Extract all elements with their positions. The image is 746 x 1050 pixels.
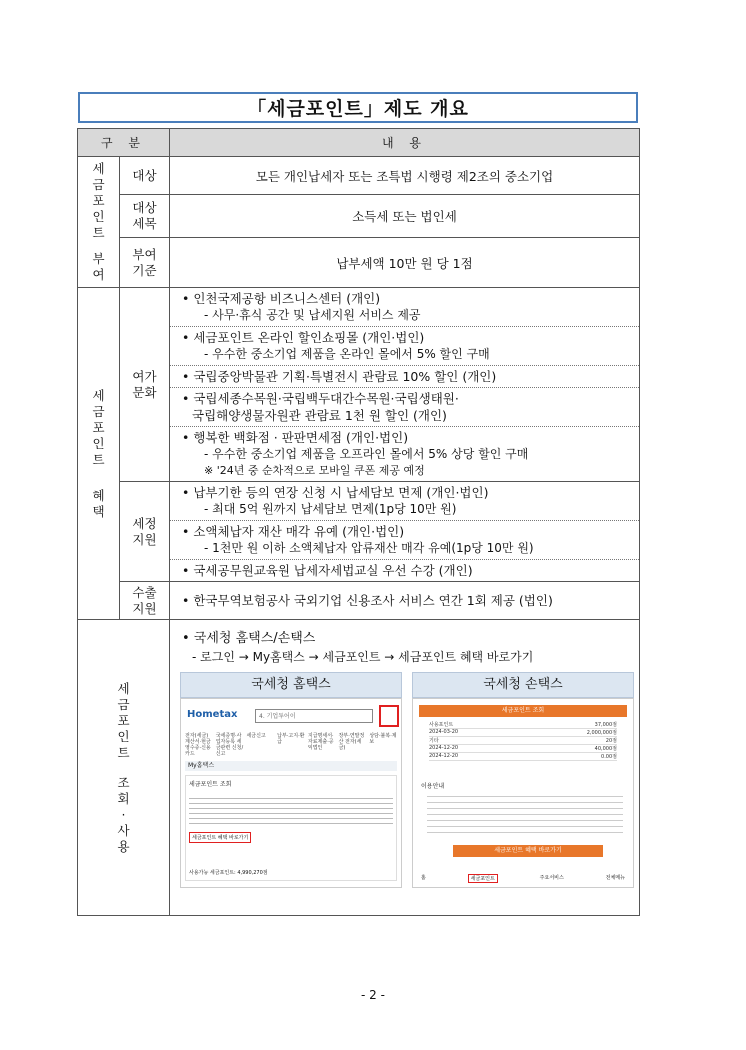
sontax-screenshot <box>412 672 634 888</box>
hometax-menu: 전자(세금)계산서·현금영수증·신용카드 국세증명·사업자등록 세금관련 신청/신고 세금신고 납부·고지·환급 지급명세서·자료제출·공익법인 장부·연말정산 전자(세금) 상담·불복·제보 <box>185 733 397 757</box>
list-item: • 국세공무원교육원 납세자세법교실 우선 수강 (개인) <box>170 559 639 581</box>
sontax-table: 사용포인트 37,000점 2024-03-20 2,000,000점 기타 20점 2024-12-20 40,000점 2024-12-20 0.00점 <box>429 722 617 760</box>
hometax-benefit-button: 세금포인트 혜택 바로가기 <box>189 832 251 843</box>
grant-target-label: 대상 <box>120 157 170 195</box>
sontax-title: 국세청 손택스 <box>412 672 634 698</box>
sontax-tabbar: 홈 세금포인트 주요서비스 전체메뉴 <box>421 875 625 882</box>
sontax-header: 세금포인트 조회 <box>419 705 627 717</box>
benefit-section-label: 세 금 포 인 트 혜 택 <box>78 288 120 620</box>
hometax-breadcrumb: My홈택스 <box>185 761 397 771</box>
grant-section-label: 세 금 포 인 트 부 여 <box>78 157 120 288</box>
export-support-label: 수출 지원 <box>120 582 170 620</box>
list-item: • 행복한 백화점 · 판판면세점 (개인·법인) - 우수한 중소기업 제품을 오프라인 몰에서 5% 상당 할인 구매 ※ '24년 중 순차적으로 모바일 쿠폰 제공 예정 <box>170 426 639 481</box>
list-item: • 납부기한 등의 연장 신청 시 납세담보 면제 (개인·법인) - 최대 5억 원까지 납세담보 면제(1p당 10만 원) <box>182 485 489 516</box>
hometax-screenshot: 국세청 홈택스 Hometax 4. 기업투어이 전자(세금)계산서·현금영수증·신용카드 국세증명·사업자등록 세금관련 신청/신고 세금신고 납부·고지·환급 지급명세서·자료제출·공익법인 장부·연말정산 전자(세금) 상담·불복·제보 My홈택스 세금포인트 조회 세금포인트 혜택 바로가기 사용가능 세금포인트: 4,990,270점 <box>180 672 402 888</box>
my-hometax-icon <box>379 705 399 727</box>
export-support-content <box>170 582 640 620</box>
hometax-logo: Hometax <box>187 709 238 720</box>
list-item: • 한국무역보험공사 국외기업 신용조사 서비스 연간 1회 제공 (법인) <box>182 593 553 608</box>
leisure-content <box>170 288 640 482</box>
grant-tax-type-content: 소득세 또는 법인세 <box>170 195 640 238</box>
leisure-label: 여가 문화 <box>120 288 170 482</box>
lookup-content <box>170 620 640 916</box>
grant-target-content: 모든 개인납세자 또는 조특법 시행령 제2조의 중소기업 <box>170 157 640 195</box>
grant-tax-type-label: 대상 세목 <box>120 195 170 238</box>
header-content: 내 용 <box>170 129 640 157</box>
hometax-title: 국세청 홈택스 <box>180 672 402 698</box>
grant-criteria-content: 납부세액 10만 원 당 1점 <box>170 238 640 288</box>
lookup-main: • 국세청 홈택스/손택스 <box>182 631 316 646</box>
table-header <box>78 129 640 157</box>
hometax-search-input: 4. 기업투어이 <box>255 709 373 723</box>
grant-criteria-label: 부여 기준 <box>120 238 170 288</box>
list-item: • 소액체납자 재산 매각 유예 (개인·법인) - 1천만 원 이하 소액체납자 압류재산 매각 유예(1p당 10만 원) <box>170 520 639 559</box>
page-number: - 2 - <box>361 988 385 1002</box>
list-item: • 국립중앙박물관 기획·특별전시 관람료 10% 할인 (개인) <box>170 365 639 387</box>
list-item: • 국립세종수목원·국립백두대간수목원·국립생태원· 국립해양생물자원관 관람료 1천 원 할인 (개인) <box>170 387 639 426</box>
tax-support-content <box>170 482 640 582</box>
tax-support-label: 세정 지원 <box>120 482 170 582</box>
sontax-info-title: 이용안내 <box>421 783 445 790</box>
overview-table <box>77 128 640 916</box>
header-category: 구 분 <box>78 129 170 157</box>
list-item: • 세금포인트 온라인 할인쇼핑몰 (개인·법인) - 우수한 중소기업 제품을 온라인 몰에서 5% 할인 구매 <box>170 326 639 365</box>
lookup-section-label: 세 금 포 인 트 조 회 · 사 용 <box>78 620 170 916</box>
lookup-path: - 로그인 → My홈택스 → 세금포인트 → 세금포인트 혜택 바로가기 <box>192 650 534 664</box>
sontax-benefit-button: 세금포인트 혜택 바로가기 <box>453 845 603 857</box>
list-item: • 인천국제공항 비즈니스센터 (개인) - 사무·휴식 공간 및 납세지원 서비스 제공 <box>182 291 421 322</box>
page-title: 「세금포인트」제도 개요 <box>78 92 638 123</box>
